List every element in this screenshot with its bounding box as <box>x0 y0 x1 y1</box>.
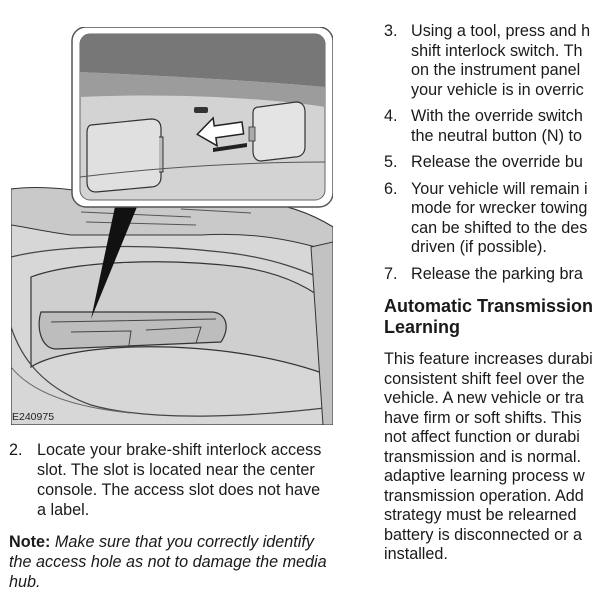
paragraph-line: strategy must be relearned <box>384 506 577 524</box>
step-number: 6. <box>384 179 398 198</box>
step-7 <box>384 265 600 285</box>
step-line: shift interlock switch. Th <box>411 41 583 60</box>
figure-code: E240975 <box>12 411 55 423</box>
paragraph-line: vehicle. A new vehicle or tra <box>384 389 584 407</box>
step-line: Release the parking bra <box>411 264 583 283</box>
step-line: mode for wrecker towing <box>411 199 588 217</box>
right-column <box>384 22 600 565</box>
step-6 <box>384 180 600 258</box>
console-illustration <box>11 27 333 425</box>
step-2 <box>9 440 354 520</box>
paragraph-line: not affect function or durabi <box>384 428 580 446</box>
step-line: Your vehicle will remain i <box>411 179 588 198</box>
step-line: can be shifted to the des <box>411 218 588 237</box>
step-number: 5. <box>384 153 398 171</box>
note-line: the access hole as not to damage the media <box>9 553 327 571</box>
paragraph-line: adaptive learning process w <box>384 467 585 485</box>
step-line: on the instrument panel <box>411 61 581 79</box>
step-number: 7. <box>384 264 398 283</box>
heading-line: Learning <box>384 317 461 337</box>
heading-line: Automatic Transmission <box>384 296 594 316</box>
step-4 <box>384 107 600 146</box>
paragraph-line: transmission and is normal. <box>384 447 582 466</box>
note-label: Note: <box>9 533 51 551</box>
section-heading <box>384 296 600 338</box>
paragraph-line: battery is disconnected or a <box>384 525 582 544</box>
step-2-line: a label. <box>37 501 90 519</box>
step-number: 3. <box>384 22 398 40</box>
step-2-line: console. The access slot does not have <box>37 481 321 499</box>
paragraph-line: consistent shift feel over the <box>384 369 585 388</box>
step-5 <box>384 153 600 173</box>
step-2-line: Locate your brake-shift interlock access <box>37 441 322 459</box>
step-line: Release the override bu <box>411 153 583 171</box>
paragraph-line: have firm or soft shifts. This <box>384 408 582 427</box>
step-line: your vehicle is in overric <box>411 80 584 99</box>
left-column <box>9 440 354 592</box>
step-line: Using a tool, press and h <box>411 22 591 40</box>
console-drawing <box>11 27 333 425</box>
step-2-line: slot. The slot is located near the center <box>37 461 315 479</box>
paragraph-line: transmission operation. Add <box>384 486 584 505</box>
note-line: hub. <box>9 573 41 591</box>
step-number: 2. <box>9 441 23 459</box>
paragraph-line: installed. <box>384 545 448 563</box>
step-line: With the override switch <box>411 107 583 125</box>
note-line: Make sure that you correctly identify <box>50 533 314 551</box>
step-line: the neutral button (N) to <box>411 126 582 145</box>
paragraph-line: This feature increases durabi <box>384 350 593 368</box>
section-paragraph <box>384 350 600 565</box>
step-line: driven (if possible). <box>411 238 547 256</box>
note <box>9 532 354 592</box>
step-3 <box>384 22 600 100</box>
step-number: 4. <box>384 107 398 125</box>
